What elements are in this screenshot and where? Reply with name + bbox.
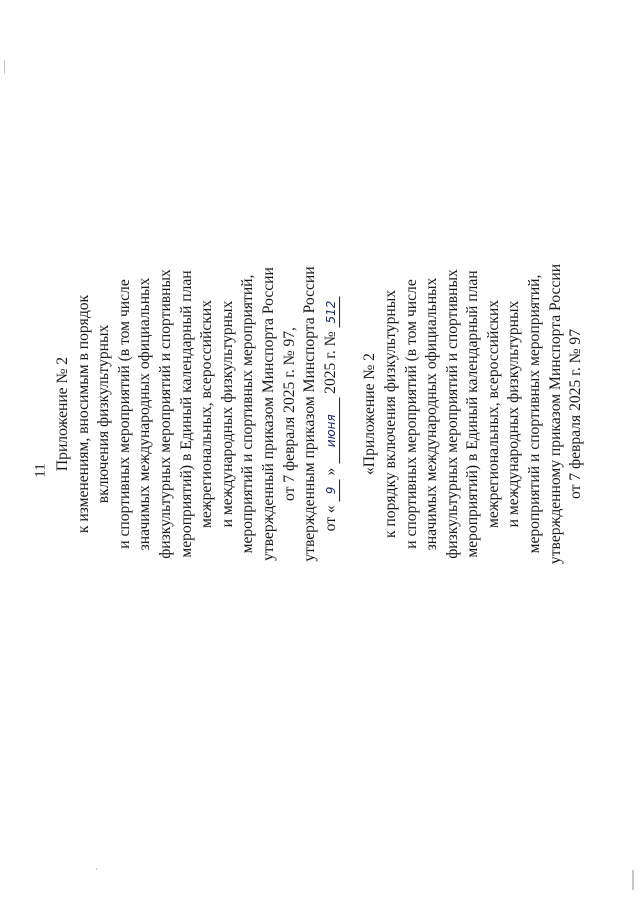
amendment-line: физкультурных мероприятий и спортивных: [157, 269, 175, 559]
amendment-line: значимых международных официальных: [136, 277, 154, 551]
original-annex-header: [360, 102, 587, 727]
date-prefix: от «: [321, 505, 339, 532]
handwritten-month: июня: [323, 398, 340, 464]
amendment-line: мероприятий и спортивных мероприятий,: [239, 274, 257, 554]
original-annex-title: «Приложение № 2: [361, 353, 379, 475]
original-line: мероприятий и спортивных мероприятий,: [526, 274, 544, 554]
order-date-line: [321, 102, 342, 727]
section-gap: [341, 102, 360, 727]
original-line: мероприятий) в Единый календарный план: [464, 270, 482, 558]
original-line: к порядку включения физкультурных: [381, 289, 399, 539]
handwritten-order-number: 512: [323, 297, 340, 328]
original-line: значимых международных официальных: [423, 277, 441, 551]
scan-speck: [4, 60, 5, 74]
amendment-line: и международных физкультурных: [218, 300, 236, 528]
original-line: физкультурных мероприятий и спортивных: [443, 269, 461, 559]
original-line: межрегиональных, всероссийских: [484, 300, 502, 528]
amendment-line: межрегиональных, всероссийских: [198, 300, 216, 528]
date-year-text: 2025 г. №: [321, 331, 339, 394]
rotated-text-block: [53, 102, 587, 727]
amendment-line: и спортивных мероприятий (в том числе: [115, 279, 133, 549]
scan-speck: [96, 868, 97, 870]
amendment-line: к изменениям, вносимым в порядок: [74, 294, 92, 534]
handwritten-day: 9: [323, 479, 340, 501]
page-number: 11: [32, 463, 49, 478]
amendment-line: включения физкультурных: [95, 324, 113, 504]
original-line: утвержденному приказом Минспорта России: [546, 263, 564, 565]
amendment-annex-header: [53, 102, 341, 727]
date-day-close: »: [321, 467, 339, 476]
original-line: от 7 февраля 2025 г. № 97: [567, 329, 585, 499]
original-line: и международных физкультурных: [505, 300, 523, 528]
amendment-line: мероприятий) в Единый календарный план: [177, 270, 195, 558]
original-line: и спортивных мероприятий (в том числе: [402, 279, 420, 549]
scan-speck: [632, 870, 634, 890]
amendment-line: от 7 февраля 2025 г. № 97,: [280, 327, 298, 501]
amendment-line: утвержденный приказом Минспорта России: [260, 267, 278, 561]
amendment-annex-title: Приложение № 2: [54, 356, 72, 472]
amendment-line: утвержденным приказом Минспорта России: [301, 266, 319, 562]
